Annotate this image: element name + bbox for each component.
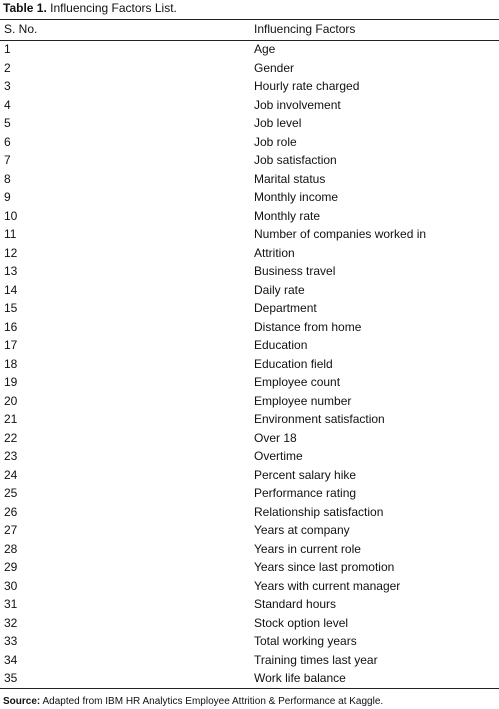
table-caption <box>3 1 177 16</box>
table-row <box>0 577 499 596</box>
serial-number-cell: 11 <box>4 227 17 241</box>
influencing-factor-cell: Marital status <box>254 171 326 186</box>
table-row <box>0 540 499 559</box>
serial-number-cell: 2 <box>4 60 11 75</box>
serial-number-cell: 16 <box>4 319 18 334</box>
table-row <box>0 651 499 670</box>
influencing-factor-cell: Employee number <box>254 393 352 408</box>
table-row <box>0 281 499 300</box>
influencing-factor-cell: Age <box>254 42 276 56</box>
influencing-factor-cell: Employee count <box>254 375 341 389</box>
influencing-factor-cell: Number of companies worked in <box>254 227 427 241</box>
serial-number-cell: 33 <box>4 634 18 648</box>
influencing-factor-cell: Training times last year <box>254 652 378 667</box>
table-row <box>0 558 499 577</box>
table-row <box>0 429 499 448</box>
table-row <box>0 521 499 540</box>
influencing-factor-cell: Job involvement <box>254 97 341 112</box>
serial-number-cell: 27 <box>4 523 18 537</box>
influencing-factor-cell: Job role <box>254 134 297 149</box>
influencing-factor-cell: Daily rate <box>254 282 305 297</box>
table-body <box>0 40 499 688</box>
table-row <box>0 299 499 318</box>
table-row <box>0 373 499 392</box>
serial-number-cell: 34 <box>4 652 18 667</box>
serial-number-cell: 17 <box>4 338 18 352</box>
table-caption-title: Influencing Factors List. <box>50 1 177 15</box>
influencing-factor-cell: Standard hours <box>254 597 337 611</box>
influencing-factor-cell: Years in current role <box>254 541 361 556</box>
influencing-factor-cell: Department <box>254 301 317 315</box>
serial-number-cell: 35 <box>4 671 18 685</box>
serial-number-cell: 29 <box>4 560 18 574</box>
influencing-factor-cell: Years since last promotion <box>254 560 395 574</box>
influencing-factor-cell: Monthly income <box>254 190 339 204</box>
table-row <box>0 318 499 337</box>
influencing-factor-cell: Job satisfaction <box>254 153 337 167</box>
influencing-factor-cell: Hourly rate charged <box>254 79 360 93</box>
serial-number-cell: 18 <box>4 356 18 371</box>
serial-number-cell: 21 <box>4 412 18 426</box>
table-row <box>0 595 499 614</box>
influencing-factor-cell: Relationship satisfaction <box>254 504 384 519</box>
serial-number-cell: 5 <box>4 116 11 130</box>
serial-number-cell: 8 <box>4 171 11 186</box>
influencing-factor-cell: Monthly rate <box>254 208 321 223</box>
serial-number-cell: 31 <box>4 597 18 611</box>
serial-number-cell: 23 <box>4 449 18 463</box>
table-row <box>0 503 499 522</box>
serial-number-cell: 12 <box>4 245 18 260</box>
serial-number-cell: 30 <box>4 578 18 593</box>
serial-number-cell: 6 <box>4 134 11 149</box>
influencing-factor-cell: Stock option level <box>254 615 349 630</box>
influencing-factor-cell: Years with current manager <box>254 578 401 593</box>
serial-number-cell: 10 <box>4 208 18 223</box>
serial-number-cell: 15 <box>4 301 18 315</box>
table-row <box>0 355 499 374</box>
influencing-factor-cell: Job level <box>254 116 302 130</box>
table-source-note <box>3 695 383 708</box>
influencing-factor-cell: Total working years <box>254 634 357 648</box>
table-row <box>0 40 499 59</box>
table-row <box>0 447 499 466</box>
table-bottom-rule <box>0 688 499 689</box>
serial-number-cell: 32 <box>4 615 18 630</box>
influencing-factor-cell: Over 18 <box>254 430 297 445</box>
influencing-factor-cell: Years at company <box>254 523 350 537</box>
serial-number-cell: 25 <box>4 486 18 500</box>
table-row <box>0 114 499 133</box>
influencing-factor-cell: Performance rating <box>254 486 357 500</box>
serial-number-cell: 26 <box>4 504 18 519</box>
table-row <box>0 151 499 170</box>
serial-number-cell: 9 <box>4 190 11 204</box>
influencing-factor-cell: Environment satisfaction <box>254 412 385 426</box>
table-row <box>0 188 499 207</box>
table-row <box>0 244 499 263</box>
influencing-factor-cell: Gender <box>254 60 295 75</box>
table-row <box>0 466 499 485</box>
table-row <box>0 225 499 244</box>
table-row <box>0 484 499 503</box>
table-row <box>0 669 499 688</box>
influencing-factor-cell: Overtime <box>254 449 303 463</box>
influencing-factor-cell: Work life balance <box>254 671 346 685</box>
serial-number-cell: 24 <box>4 467 18 482</box>
table-row <box>0 59 499 78</box>
serial-number-cell: 1 <box>4 42 11 56</box>
serial-number-cell: 7 <box>4 153 11 167</box>
influencing-factor-cell: Percent salary hike <box>254 467 357 482</box>
source-text: Adapted from IBM HR Analytics Employee Attrition & Performance at Kaggle. <box>42 696 384 707</box>
table-row <box>0 170 499 189</box>
column-header-influencing-factors: Influencing Factors <box>254 22 356 36</box>
influencing-factor-cell: Education field <box>254 356 333 371</box>
source-label: Source: <box>3 696 41 707</box>
table-row <box>0 410 499 429</box>
serial-number-cell: 13 <box>4 264 18 278</box>
influencing-factors-table <box>0 40 499 688</box>
influencing-factor-cell: Business travel <box>254 264 336 278</box>
column-header-serial-number: S. No. <box>4 22 38 36</box>
serial-number-cell: 19 <box>4 375 18 389</box>
serial-number-cell: 28 <box>4 541 18 556</box>
table-row <box>0 96 499 115</box>
table-row <box>0 336 499 355</box>
table-top-rule <box>0 19 499 20</box>
table-row <box>0 77 499 96</box>
influencing-factor-cell: Attrition <box>254 245 295 260</box>
table-row <box>0 614 499 633</box>
table-row <box>0 392 499 411</box>
influencing-factor-cell: Education <box>254 338 308 352</box>
table-row <box>0 207 499 226</box>
serial-number-cell: 4 <box>4 97 11 112</box>
table-caption-label: Table 1. <box>3 1 47 15</box>
table-row <box>0 133 499 152</box>
serial-number-cell: 3 <box>4 79 11 93</box>
table-row <box>0 262 499 281</box>
serial-number-cell: 14 <box>4 282 18 297</box>
serial-number-cell: 22 <box>4 430 18 445</box>
serial-number-cell: 20 <box>4 393 18 408</box>
influencing-factor-cell: Distance from home <box>254 319 362 334</box>
table-row <box>0 632 499 651</box>
